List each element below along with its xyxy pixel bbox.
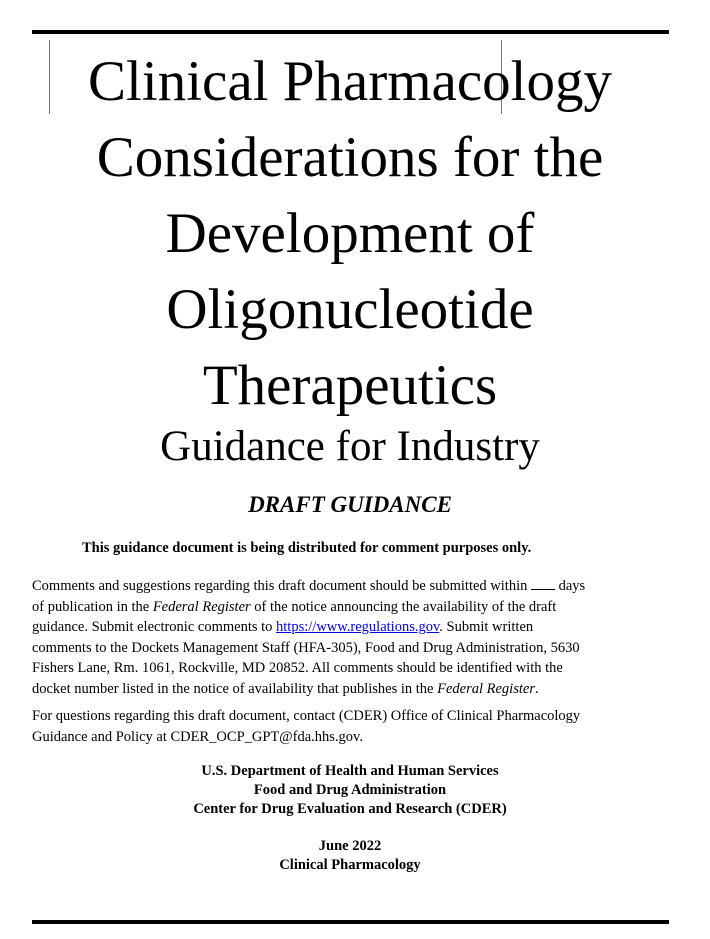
- guidance-category: Clinical Pharmacology: [279, 857, 421, 873]
- draft-label: DRAFT GUIDANCE: [248, 492, 452, 517]
- comments-line-2: of publication in the Federal Register of the notice announcing the availability of the draft: [32, 598, 557, 615]
- comments-paragraph: [32, 576, 672, 699]
- top-rule: [32, 30, 669, 34]
- federal-register-italic: Federal Register: [152, 598, 251, 615]
- comments-line-3: guidance. Submit electronic comments to https://www.regulations.gov. Submit written: [32, 619, 534, 635]
- comments-line-4: comments to the Dockets Management Staff (HFA-305), Food and Drug Administration, 5630: [32, 639, 580, 656]
- regulations-gov-link[interactable]: https://www.regulations.gov: [276, 619, 440, 635]
- document-title: [0, 44, 700, 424]
- contact-line-1: For questions regarding this draft document, contact (CDER) Office of Clinical Pharmacology: [32, 708, 581, 724]
- agency-block: [0, 762, 700, 819]
- comments-line-1: Comments and suggestions regarding this draft document should be submitted within days: [32, 578, 586, 594]
- title-line-5: Therapeutics: [202, 354, 498, 417]
- title-line-4: Oligonucleotide: [166, 278, 534, 341]
- bottom-rule: [32, 920, 669, 924]
- federal-register-italic-2: Federal Register: [437, 680, 535, 697]
- title-line-3: Development of: [165, 202, 535, 265]
- publication-date: June 2022: [318, 838, 382, 854]
- agency-line-2: Food and Drug Administration: [253, 782, 447, 798]
- date-block: [0, 837, 700, 875]
- title-line-2: Considerations for the: [96, 126, 604, 189]
- comments-line-5: Fishers Lane, Rm. 1061, Rockville, MD 20852. All comments should be identified with the: [32, 660, 563, 676]
- title-line-1: Clinical Pharmacology: [88, 50, 612, 113]
- document-subtitle: Guidance for Industry: [160, 423, 540, 470]
- comments-line-6: docket number listed in the notice of availability that publishes in the Federal Register.: [32, 680, 539, 697]
- contact-line-2: Guidance and Policy at CDER_OCP_GPT@fda.hhs.gov.: [32, 728, 363, 745]
- distribution-notice: This guidance document is being distributed for comment purposes only.: [82, 540, 532, 556]
- agency-line-1: U.S. Department of Health and Human Services: [201, 763, 499, 779]
- days-blank: [531, 577, 555, 590]
- agency-line-3: Center for Drug Evaluation and Research (CDER): [193, 801, 507, 817]
- contact-paragraph: [32, 706, 672, 747]
